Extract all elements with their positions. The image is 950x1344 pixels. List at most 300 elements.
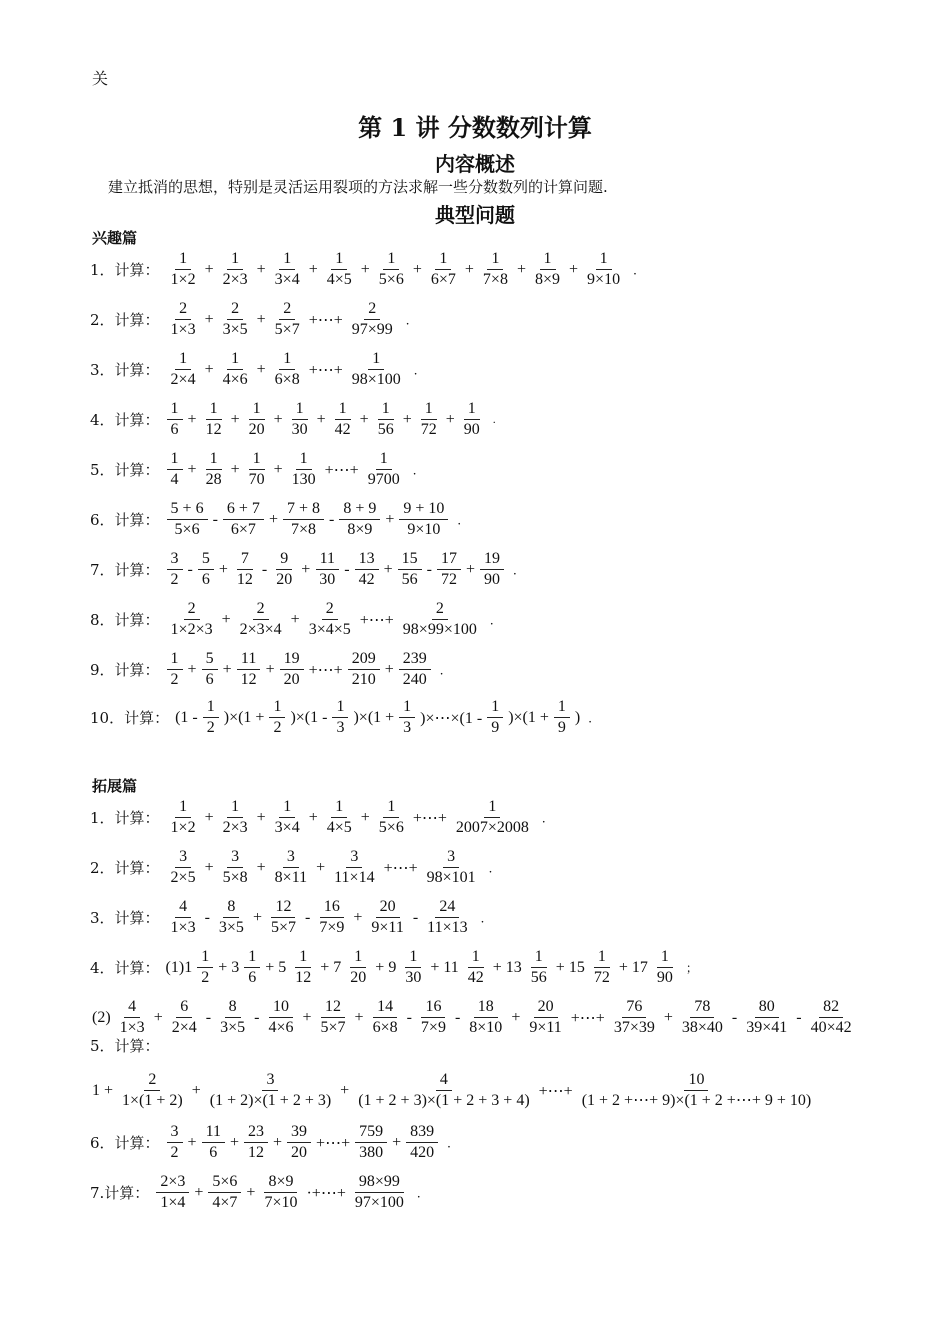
numerator: 15	[398, 550, 422, 570]
numerator: 1	[468, 948, 484, 968]
numerator: 16	[421, 998, 445, 1018]
expression	[164, 848, 483, 888]
denominator: 1×3	[170, 919, 196, 937]
fraction	[437, 550, 461, 590]
fraction	[678, 998, 727, 1038]
problem-label: 5．计算：	[90, 461, 160, 480]
numerator: 2×3	[156, 1173, 189, 1193]
operator: +	[256, 858, 266, 876]
extension-problem-1	[90, 798, 554, 838]
problem-label: 9．计算：	[90, 661, 160, 680]
end-punct: ．	[412, 463, 425, 478]
denominator: 39×41	[746, 1019, 788, 1037]
extension-problem-4	[90, 948, 698, 988]
fraction	[399, 650, 431, 690]
fraction	[578, 1071, 816, 1111]
operator: + 17	[618, 958, 648, 976]
numerator: 20	[376, 898, 400, 918]
operator: +	[569, 260, 579, 278]
interest-problem-3	[90, 350, 426, 390]
denominator: 3	[336, 719, 345, 737]
fraction	[271, 250, 304, 290]
denominator: 4×5	[326, 819, 352, 837]
section-heading-overview: 内容概述	[435, 152, 515, 176]
operator: +	[273, 1133, 283, 1151]
expression	[164, 300, 400, 340]
operator: +	[354, 1008, 364, 1026]
fraction	[167, 350, 200, 390]
numerator: 1	[421, 400, 437, 420]
numerator: 1	[331, 250, 347, 270]
operator: +	[273, 410, 283, 428]
numerator: 7 + 8	[283, 500, 324, 520]
operator: +	[316, 858, 326, 876]
denominator: 6	[209, 1144, 218, 1162]
denominator: 1×4	[160, 1194, 186, 1212]
denominator: 9×10	[407, 521, 441, 539]
numerator: 3	[167, 550, 183, 570]
numerator: 19	[480, 550, 504, 570]
denominator: 5×7	[320, 1019, 346, 1037]
denominator: 6×8	[372, 1019, 398, 1037]
denominator: 3×4	[274, 819, 300, 837]
numerator: 5×6	[208, 1173, 241, 1193]
end-punct: ．	[405, 313, 418, 328]
interest-problem-5	[90, 450, 425, 490]
denominator: 2×3	[222, 819, 248, 837]
operator: )×⋯×(1 -	[420, 709, 483, 727]
end-punct: .	[492, 412, 496, 427]
denominator: 6×7	[230, 521, 256, 539]
numerator: 3	[262, 1071, 278, 1091]
numerator: 1	[657, 948, 673, 968]
numerator: 6	[176, 998, 192, 1018]
denominator: 56	[401, 571, 418, 589]
denominator: 6	[170, 421, 179, 439]
numerator: 39	[287, 1123, 311, 1143]
denominator: 97×99	[351, 321, 393, 339]
problem-label: 8．计算：	[90, 611, 160, 630]
operator: +⋯+	[316, 1134, 351, 1152]
intro-text: 建立抵消的思想，特别是灵活运用裂项的方法求解一些分数数列的计算问题.	[108, 178, 608, 196]
fraction	[202, 400, 226, 440]
denominator: 5×6	[378, 271, 404, 289]
denominator: 7×9	[420, 1019, 446, 1037]
problem-label: 7．计算：	[90, 561, 160, 580]
numerator: 1	[167, 450, 183, 470]
fraction	[399, 500, 448, 540]
end-punct: ．	[488, 861, 501, 876]
denominator: 210	[351, 671, 376, 689]
denominator: 11×13	[427, 919, 468, 937]
denominator: 8×9	[534, 271, 561, 289]
numerator: 1	[175, 250, 191, 270]
fraction	[583, 250, 624, 290]
numerator: 2	[175, 300, 191, 320]
fraction	[198, 550, 214, 590]
fraction	[202, 1123, 225, 1163]
numerator: 20	[534, 998, 558, 1018]
denominator: 7×8	[290, 521, 316, 539]
numerator: 1	[335, 400, 351, 420]
denominator: 2007×2008	[455, 819, 529, 837]
fraction	[280, 650, 304, 690]
operator: + 15	[555, 958, 585, 976]
fraction	[348, 650, 380, 690]
problem-label: 7.计算：	[90, 1184, 150, 1203]
denominator: 20	[350, 969, 367, 987]
fraction	[330, 848, 378, 888]
operator: +	[252, 908, 262, 926]
fraction	[167, 898, 200, 938]
numerator: 2	[144, 1071, 160, 1091]
fraction	[527, 948, 551, 988]
numerator: 3	[175, 848, 191, 868]
operator: +	[268, 510, 278, 528]
numerator: 1	[378, 400, 394, 420]
problem-label: 3．计算：	[90, 909, 160, 928]
extension-problem-8	[90, 1123, 459, 1163]
operator: +	[229, 1133, 240, 1151]
numerator: 3	[346, 848, 362, 868]
denominator: 2	[170, 671, 179, 689]
operator: +	[256, 360, 266, 378]
fraction	[167, 550, 183, 590]
fraction	[167, 400, 183, 440]
fraction	[269, 698, 285, 738]
problem-label: 6．计算：	[90, 511, 160, 530]
operator: +	[191, 1081, 201, 1099]
numerator: 11	[316, 550, 339, 570]
operator: +	[204, 858, 214, 876]
fraction	[116, 998, 149, 1038]
numerator: 23	[244, 1123, 268, 1143]
denominator: 12	[240, 671, 257, 689]
fraction	[317, 998, 350, 1038]
expression	[164, 400, 487, 440]
denominator: 2×3×4	[239, 621, 282, 639]
denominator: 72	[593, 969, 610, 987]
fraction	[315, 550, 339, 590]
operator: +⋯+	[570, 1009, 605, 1027]
operator: +⋯+	[538, 1082, 573, 1100]
numerator: 1	[350, 948, 366, 968]
end-punct: ．	[541, 811, 554, 826]
denominator: 20	[248, 421, 265, 439]
denominator: 8×11	[274, 869, 308, 887]
interest-problem-1	[90, 250, 645, 290]
fraction	[272, 550, 296, 590]
denominator: 1×2	[170, 819, 196, 837]
fraction	[323, 250, 356, 290]
section-label-interest: 兴趣篇	[92, 229, 138, 247]
numerator: 9	[276, 550, 292, 570]
expression	[164, 550, 507, 590]
denominator: (1 + 2 + 3)×(1 + 2 + 3 + 4)	[358, 1092, 530, 1110]
numerator: 2	[322, 600, 338, 620]
expression	[164, 798, 536, 838]
operator: +	[663, 1008, 673, 1026]
fraction	[208, 1173, 241, 1213]
operator: +	[316, 410, 326, 428]
expression	[90, 998, 859, 1038]
numerator: 1	[167, 650, 183, 670]
operator: +	[230, 410, 240, 428]
interest-problem-9	[90, 650, 452, 690]
denominator: 12	[205, 421, 222, 439]
numerator: 1	[227, 798, 243, 818]
numerator: 7	[237, 550, 253, 570]
denominator: 38×40	[681, 1019, 723, 1037]
denominator: (1 + 2 +⋯+ 9)×(1 + 2 +⋯+ 9 + 10)	[581, 1092, 812, 1110]
fraction	[332, 698, 348, 738]
extension-problem-9	[90, 1173, 429, 1213]
numerator: 759	[355, 1123, 387, 1143]
fraction	[264, 998, 297, 1038]
numerator: 1	[227, 350, 243, 370]
operator: +	[187, 660, 197, 678]
operator: +	[383, 560, 393, 578]
fraction	[267, 898, 300, 938]
fraction	[480, 550, 504, 590]
numerator: 1	[279, 350, 295, 370]
denominator: 1×2×3	[170, 621, 213, 639]
fraction	[167, 500, 208, 540]
operator: -	[205, 1008, 212, 1026]
denominator: 11×14	[334, 869, 375, 887]
fraction	[375, 250, 408, 290]
problem-label: 1．计算：	[90, 261, 160, 280]
denominator: 3×4×5	[308, 621, 351, 639]
denominator: 8×9	[347, 521, 373, 539]
fraction	[375, 798, 408, 838]
extension-problem-7	[90, 1071, 818, 1111]
numerator: 14	[373, 998, 397, 1018]
operator: +	[353, 908, 363, 926]
fraction	[348, 300, 397, 340]
fraction	[487, 698, 503, 738]
numerator: 24	[435, 898, 459, 918]
operator: +	[412, 260, 422, 278]
denominator: 7×8	[482, 271, 508, 289]
fraction	[427, 250, 460, 290]
problem-label: 2．计算：	[90, 311, 160, 330]
operator: +	[384, 660, 394, 678]
numerator: 4	[436, 1071, 452, 1091]
operator: +⋯+	[383, 859, 418, 877]
operator: 1 +	[92, 1081, 114, 1099]
denominator: 2×5	[170, 869, 196, 887]
operator: +	[392, 1133, 402, 1151]
numerator: 5	[202, 650, 218, 670]
fraction	[465, 998, 506, 1038]
interest-problem-4	[90, 400, 496, 440]
denominator: 240	[402, 671, 427, 689]
denominator: 42	[334, 421, 351, 439]
operator: +	[464, 260, 474, 278]
fraction	[236, 600, 286, 640]
denominator: 30	[291, 421, 308, 439]
denominator: 9	[491, 719, 500, 737]
operator: +	[465, 560, 475, 578]
fraction	[315, 898, 348, 938]
numerator: 80	[755, 998, 779, 1018]
denominator: 6	[205, 671, 214, 689]
operator: -	[212, 510, 218, 528]
denominator: 70	[248, 471, 265, 489]
numerator: 78	[690, 998, 714, 1018]
corner-character: 关	[92, 69, 109, 88]
numerator: 1	[399, 698, 415, 718]
denominator: 42	[467, 969, 484, 987]
denominator: 4×5	[326, 271, 352, 289]
numerator: 1	[197, 948, 213, 968]
operator: +⋯+	[324, 461, 359, 479]
operator: +	[153, 1008, 163, 1026]
extension-problem-5	[90, 998, 859, 1038]
denominator: 98×101	[426, 869, 476, 887]
denominator: 12	[248, 1144, 265, 1162]
numerator: 209	[348, 650, 380, 670]
operator: +	[204, 310, 214, 328]
fraction	[271, 798, 304, 838]
expression	[164, 898, 475, 938]
fraction	[233, 550, 257, 590]
operator: +	[265, 660, 275, 678]
operator: -	[187, 560, 193, 578]
denominator: 3×5	[218, 919, 244, 937]
operator: -	[305, 908, 311, 926]
denominator: 2	[206, 719, 215, 737]
denominator: 6×7	[430, 271, 456, 289]
denominator: 9×11	[529, 1019, 562, 1037]
operator: +	[273, 460, 283, 478]
fraction	[219, 798, 252, 838]
denominator: (1 + 2)×(1 + 2 + 3)	[209, 1092, 332, 1110]
numerator: 1	[175, 798, 191, 818]
operator: +	[187, 410, 197, 428]
fraction	[364, 450, 404, 490]
fraction	[399, 600, 481, 640]
numerator: 1	[554, 698, 570, 718]
fraction	[283, 500, 324, 540]
denominator: 2×4	[171, 1019, 197, 1037]
numerator: 2	[279, 300, 295, 320]
operator: +	[516, 260, 526, 278]
numerator: 1	[295, 948, 311, 968]
operator: +	[360, 808, 370, 826]
denominator: 56	[377, 421, 394, 439]
numerator: 1	[332, 698, 348, 718]
problem-label: 1．计算：	[90, 809, 160, 828]
numerator: 11	[202, 1123, 225, 1143]
end-punct: ．	[480, 911, 493, 926]
denominator: 3	[403, 719, 412, 737]
operator: + 7	[320, 958, 342, 976]
numerator: 1	[464, 400, 480, 420]
numerator: 1	[596, 250, 612, 270]
operator: + 3	[218, 958, 240, 976]
end-punct: ．	[416, 1186, 429, 1201]
denominator: 2×4	[170, 371, 196, 389]
fraction	[167, 600, 217, 640]
numerator: 1	[167, 400, 183, 420]
denominator: 9700	[367, 471, 400, 489]
numerator: 3	[443, 848, 459, 868]
numerator: 9 + 10	[399, 500, 448, 520]
denominator: 3×5	[220, 1019, 246, 1037]
expression	[90, 1071, 818, 1111]
fraction	[202, 650, 218, 690]
operator: -	[426, 560, 432, 578]
operator: +	[218, 560, 228, 578]
denominator: 6	[201, 571, 210, 589]
operator: +⋯+	[412, 809, 447, 827]
denominator: 130	[291, 471, 316, 489]
operator: -	[796, 1008, 802, 1026]
numerator: 10	[684, 1071, 708, 1091]
numerator: 1	[594, 948, 610, 968]
operator: -	[344, 560, 350, 578]
numerator: 1	[279, 798, 295, 818]
numerator: 1	[383, 798, 399, 818]
fraction	[401, 948, 425, 988]
operator: +	[256, 808, 266, 826]
denominator: 42	[358, 571, 375, 589]
numerator: 5 + 6	[167, 500, 208, 520]
fraction	[590, 948, 614, 988]
extension-problem-3	[90, 898, 493, 938]
fraction	[202, 450, 226, 490]
numerator: 18	[474, 998, 498, 1018]
fraction	[223, 500, 264, 540]
operator: +	[204, 260, 214, 278]
operator: + 5	[265, 958, 287, 976]
end-punct: ．	[457, 513, 470, 528]
denominator: 97×100	[354, 1194, 404, 1212]
numerator: 8 + 9	[339, 500, 380, 520]
denominator: 98×100	[351, 371, 401, 389]
end-punct: ．	[439, 663, 452, 678]
operator: +	[308, 808, 318, 826]
numerator: 4	[175, 898, 191, 918]
extension-problem-2	[90, 848, 501, 888]
fraction	[339, 500, 380, 540]
numerator: 3	[283, 848, 299, 868]
denominator: 2	[273, 719, 282, 737]
problem-label: 3．计算：	[90, 361, 160, 380]
fraction	[305, 600, 355, 640]
fraction	[423, 848, 480, 888]
operator: +	[221, 610, 231, 628]
denominator: 6×8	[274, 371, 300, 389]
numerator: 8	[223, 898, 239, 918]
fraction	[460, 400, 484, 440]
operator: (1 -	[175, 708, 198, 726]
expression	[164, 250, 628, 290]
interest-problem-7	[90, 550, 525, 590]
denominator: 5×6	[174, 521, 200, 539]
denominator: 5×6	[378, 819, 404, 837]
numerator: 1	[484, 798, 500, 818]
fraction	[288, 450, 320, 490]
numerator: 13	[355, 550, 379, 570]
denominator: 2	[170, 1144, 179, 1162]
denominator: 40×42	[810, 1019, 852, 1037]
fraction	[168, 998, 201, 1038]
denominator: 3×5	[222, 321, 248, 339]
operator: +	[445, 410, 455, 428]
